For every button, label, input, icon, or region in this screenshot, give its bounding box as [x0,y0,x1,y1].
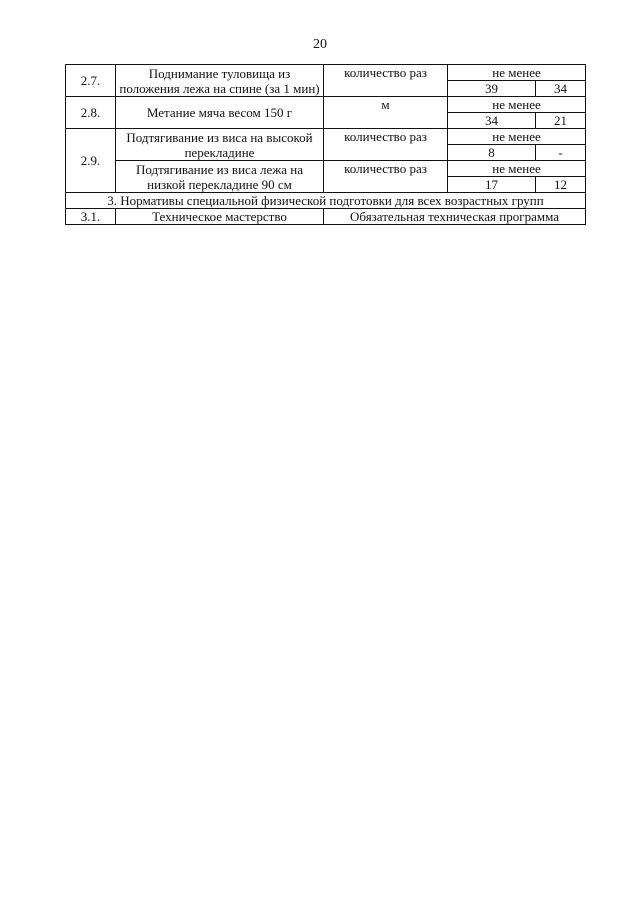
value-cell: 12 [536,177,586,193]
program-cell: Обязательная техническая программа [324,209,586,225]
exercise-name: Поднимание туловища из положения лежа на спине (за 1 мин) [116,65,324,97]
value-cell: 34 [448,113,536,129]
unit-cell: м [324,97,448,129]
table-row-2-7 [66,65,586,81]
unit-cell: количество раз [324,161,448,193]
condition-cell: не менее [448,65,586,81]
condition-cell: не менее [448,129,586,145]
exercise-name: Подтягивание из виса на высокой перекладине [116,129,324,161]
exercise-name: Техническое мастерство [116,209,324,225]
row-number: 2.9. [66,129,116,193]
exercise-name: Метание мяча весом 150 г [116,97,324,129]
value-cell: 8 [448,145,536,161]
condition-cell: не менее [448,161,586,177]
value-cell: - [536,145,586,161]
condition-cell: не менее [448,97,586,113]
section-title: 3. Нормативы специальной физической подготовки для всех возрастных групп [66,193,586,209]
table-row-2-9-b [66,161,586,177]
value-cell: 21 [536,113,586,129]
row-number: 2.8. [66,97,116,129]
unit-cell: количество раз [324,65,448,97]
table-row-3-1 [66,209,586,225]
table-row-2-9-a [66,129,586,145]
exercise-name: Подтягивание из виса лежа на низкой перекладине 90 см [116,161,324,193]
row-number: 3.1. [66,209,116,225]
value-cell: 17 [448,177,536,193]
unit-cell: количество раз [324,129,448,161]
section-header-row [66,193,586,209]
value-cell: 39 [448,81,536,97]
table-row-2-8 [66,97,586,113]
page-number: 20 [313,37,327,52]
row-number: 2.7. [66,65,116,97]
value-cell: 34 [536,81,586,97]
norms-table [65,64,586,225]
